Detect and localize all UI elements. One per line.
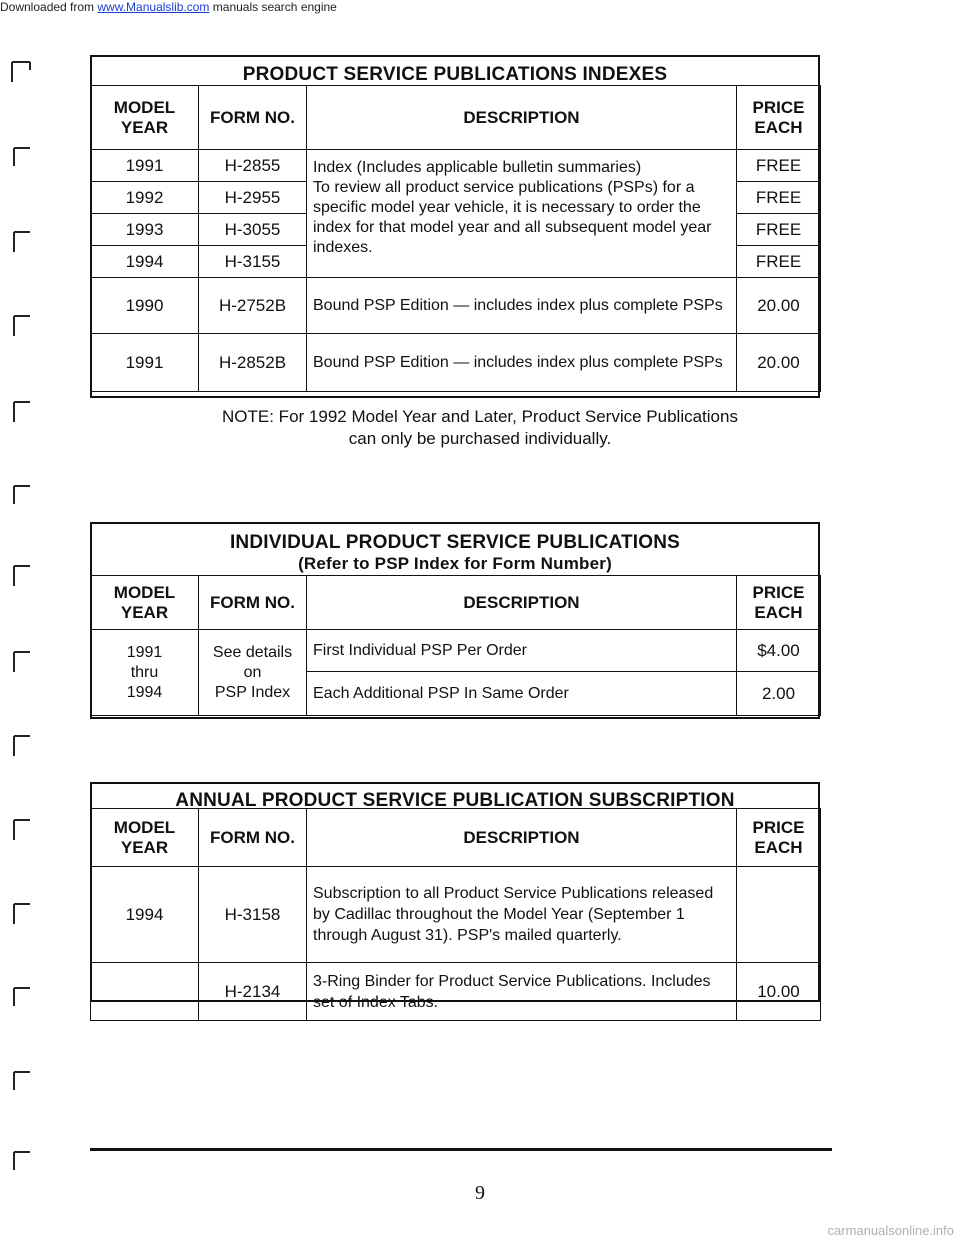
table-row-form: H-2752B <box>199 278 307 334</box>
table-row-desc: 3-Ring Binder for Product Service Publications. Includes set of Index Tabs. <box>307 963 737 1021</box>
table-row-price: 20.00 <box>737 334 821 392</box>
subscription-table <box>90 808 821 1021</box>
col-price: PRICE EACH <box>737 809 821 867</box>
banner-prefix: Downloaded from <box>0 0 98 14</box>
table-row-price: FREE <box>737 214 821 246</box>
individual-table-subtitle: (Refer to PSP Index for Form Number) <box>298 554 612 573</box>
table-row-form: H-3055 <box>199 214 307 246</box>
table-row-desc: Bound PSP Edition — includes index plus complete PSPs <box>307 334 737 392</box>
table-row-desc: Subscription to all Product Service Publications released by Cadillac throughout the Model Year (September 1 through August 31). PSP's mailed quarterly. <box>307 867 737 963</box>
col-model-year: MODEL YEAR <box>91 576 199 630</box>
indexes-table <box>90 85 821 392</box>
table-row-price: $4.00 <box>737 630 821 672</box>
col-description: DESCRIPTION <box>307 809 737 867</box>
col-model-year: MODEL YEAR <box>91 86 199 150</box>
individual-table <box>90 575 821 716</box>
table-row-year: 1990 <box>91 278 199 334</box>
table-row-price: 10.00 <box>737 963 821 1021</box>
indexes-table-title: PRODUCT SERVICE PUBLICATIONS INDEXES <box>242 64 668 85</box>
table-row-price: FREE <box>737 150 821 182</box>
table-row-price: 20.00 <box>737 278 821 334</box>
col-description: DESCRIPTION <box>307 576 737 630</box>
table-row-desc: First Individual PSP Per Order <box>307 630 737 672</box>
table-row-year: 1991 <box>91 334 199 392</box>
table-row-year: 1992 <box>91 182 199 214</box>
table-row-form: H-3155 <box>199 246 307 278</box>
table-row-price: FREE <box>737 246 821 278</box>
table-row-price <box>737 867 821 963</box>
col-description: DESCRIPTION <box>307 86 737 150</box>
table-row-form: H-2855 <box>199 150 307 182</box>
table-row-form: H-2955 <box>199 182 307 214</box>
binder-marks <box>0 0 60 1242</box>
table-row-year: 1994 <box>91 867 199 963</box>
banner-link[interactable]: www.Manualslib.com <box>97 0 210 14</box>
watermark: carmanualsonline.info <box>827 1223 954 1238</box>
table-row-form: H-2852B <box>199 334 307 392</box>
table-row-price: FREE <box>737 182 821 214</box>
table-row-year: 1994 <box>91 246 199 278</box>
table-row-desc: Bound PSP Edition — includes index plus complete PSPs <box>307 278 737 334</box>
col-price: PRICE EACH <box>737 86 821 150</box>
note-line2: can only be purchased individually. <box>348 429 612 448</box>
banner-suffix: manuals search engine <box>209 0 337 14</box>
subscription-table-title: ANNUAL PRODUCT SERVICE PUBLICATION SUBSCRIPTION <box>175 790 735 811</box>
table-row-desc: Each Additional PSP In Same Order <box>307 672 737 716</box>
col-form-no: FORM NO. <box>199 809 307 867</box>
col-model-year: MODEL YEAR <box>91 809 199 867</box>
individual-table-title: INDIVIDUAL PRODUCT SERVICE PUBLICATIONS <box>229 532 681 553</box>
note-line1: NOTE: For 1992 Model Year and Later, Product Service Publications <box>222 407 738 426</box>
table-row-year <box>91 963 199 1021</box>
table-row-year: 1993 <box>91 214 199 246</box>
col-price: PRICE EACH <box>737 576 821 630</box>
col-form-no: FORM NO. <box>199 576 307 630</box>
page-number: 9 <box>475 1182 485 1204</box>
table-row-form: H-2134 <box>199 963 307 1021</box>
index-desc-line1: Index (Includes applicable bulletin summaries) <box>313 159 642 176</box>
footer-rule <box>90 1148 832 1151</box>
col-form-no: FORM NO. <box>199 86 307 150</box>
individual-year: 1991 thru 1994 <box>91 630 199 716</box>
individual-form: See details on PSP Index <box>199 630 307 716</box>
index-desc-rest: To review all product service publications (PSPs) for a specific model year vehicle, it is necessary to order the index for that model year and all subsequent model year indexes. <box>313 179 712 256</box>
table-row-form: H-3158 <box>199 867 307 963</box>
index-description <box>307 150 737 278</box>
table-row-price: 2.00 <box>737 672 821 716</box>
table-row-year: 1991 <box>91 150 199 182</box>
